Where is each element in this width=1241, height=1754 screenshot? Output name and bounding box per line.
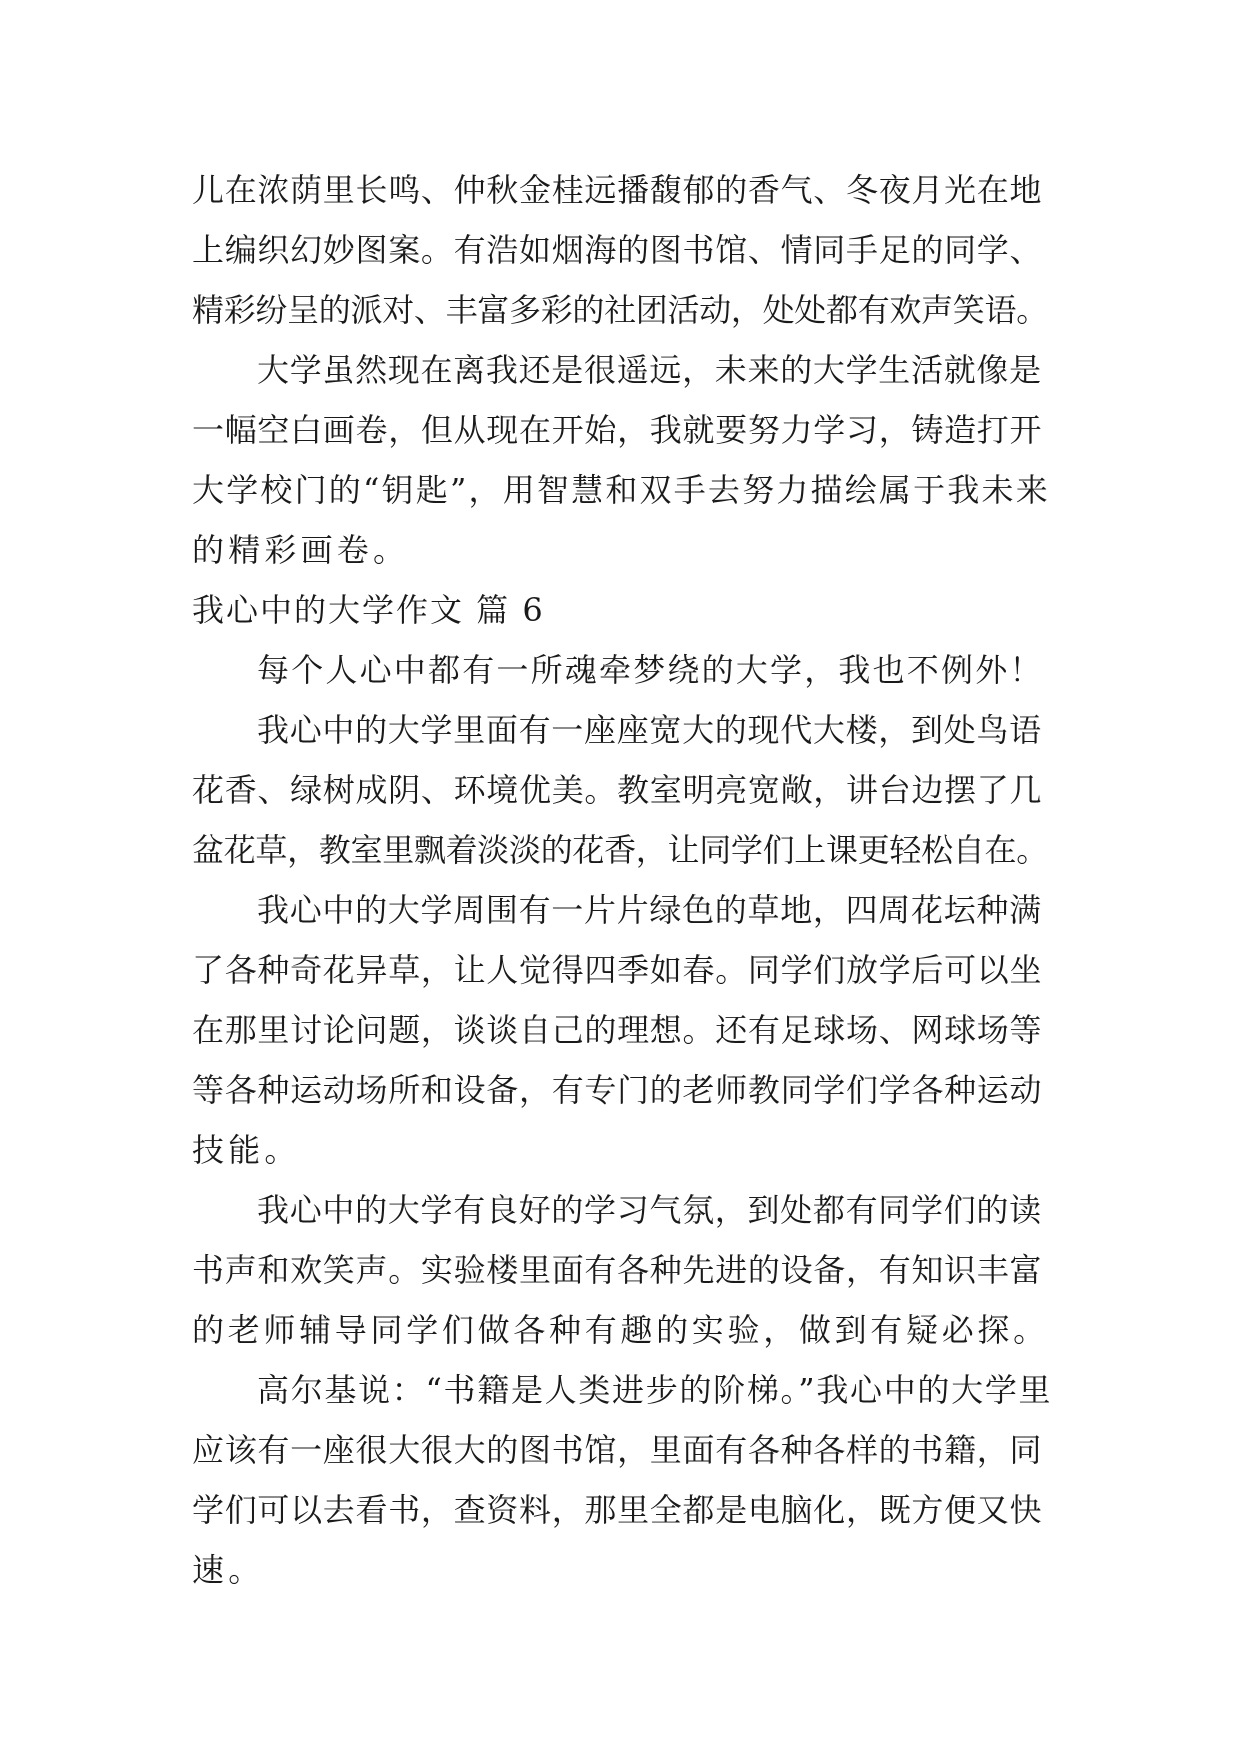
text-line: 的老师辅导同学们做各种有趣的实验，做到有疑必探。 <box>192 1311 1049 1349</box>
paragraph-first-line: 我心中的大学里面有一座座宽大的现代大楼，到处鸟语 <box>257 711 1042 749</box>
text-line: 在那里讨论问题，谈谈自己的理想。还有足球场、网球场等 <box>192 1011 1043 1049</box>
text-line: 精彩纷呈的派对、丰富多彩的社团活动，处处都有欢声笑语。 <box>192 291 1048 329</box>
text-line: 上编织幻妙图案。有浩如烟海的图书馆、情同手足的同学、 <box>192 231 1043 269</box>
text-line: 学们可以去看书，查资料，那里全都是电脑化，既方便又快 <box>192 1491 1043 1529</box>
text-line: 儿在浓荫里长鸣、仲秋金桂远播馥郁的香气、冬夜月光在地 <box>192 171 1043 209</box>
paragraph-first-line: 高尔基说：“书籍是人类进步的阶梯。”我心中的大学里 <box>257 1371 1053 1409</box>
text-line: 盆花草，教室里飘着淡淡的花香，让同学们上课更轻松自在。 <box>192 831 1048 869</box>
text-line: 书声和欢笑声。实验楼里面有各种先进的设备，有知识丰富 <box>192 1251 1043 1289</box>
text-line: 了各种奇花异草，让人觉得四季如春。同学们放学后可以坐 <box>192 951 1043 989</box>
text-line: 大学校门的“钥匙”，用智慧和双手去努力描绘属于我未来 <box>192 471 1050 509</box>
section-heading: 我心中的大学作文 篇 6 <box>192 591 545 629</box>
essay-body <box>192 160 1052 1600</box>
text-line: 一幅空白画卷，但从现在开始，我就要努力学习，铸造打开 <box>192 411 1043 449</box>
text-line: 的精彩画卷。 <box>192 531 410 569</box>
text-line: 技能。 <box>192 1131 301 1169</box>
text-line: 应该有一座很大很大的图书馆，里面有各种各样的书籍，同 <box>192 1431 1043 1469</box>
text-line: 速。 <box>192 1551 265 1589</box>
paragraph-first-line: 每个人心中都有一所魂牵梦绕的大学，我也不例外！ <box>257 651 1044 689</box>
text-line: 等各种运动场所和设备，有专门的老师教同学们学各种运动 <box>192 1071 1043 1109</box>
paragraph-first-line: 大学虽然现在离我还是很遥远，未来的大学生活就像是 <box>257 351 1042 389</box>
text-line: 花香、绿树成阴、环境优美。教室明亮宽敞，讲台边摆了几 <box>192 771 1043 809</box>
paragraph-first-line: 我心中的大学有良好的学习气氛，到处都有同学们的读 <box>257 1191 1042 1229</box>
paragraph-first-line: 我心中的大学周围有一片片绿色的草地，四周花坛种满 <box>257 891 1042 929</box>
